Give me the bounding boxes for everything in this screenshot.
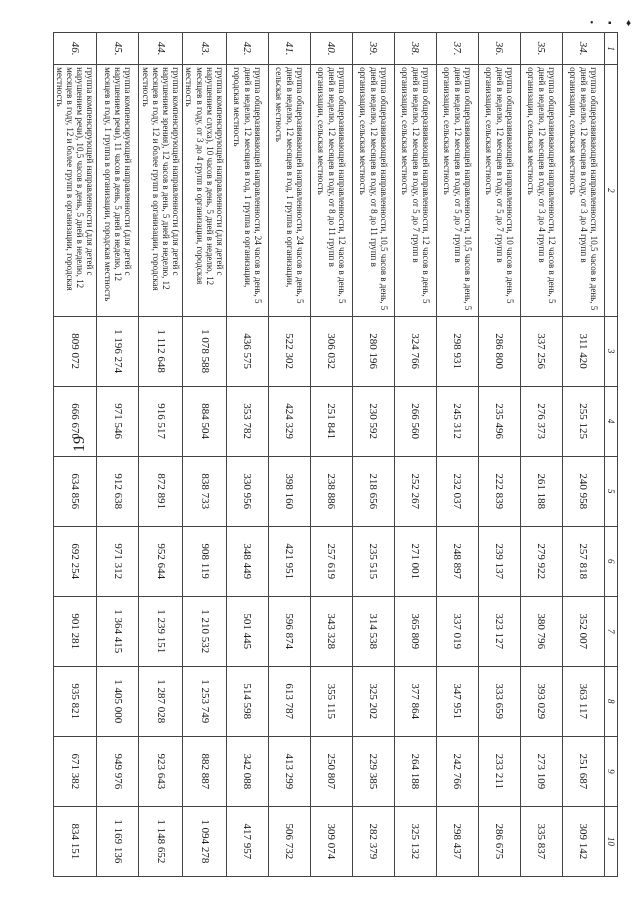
row-number-cell: 44. [139,33,183,65]
row-number-cell: 46. [53,33,97,65]
value-cell: 347 951 [437,666,479,736]
table-row [479,33,521,877]
group-description-cell: группа общеразвивающей направленности, 12 часов в день, 5 дней в неделю, 12 месяцев в году, от 3 до 4 групп в организации, сельская местность [521,65,563,316]
group-description-cell: группа общеразвивающей направленности, 24 часов в день, 5 дней в неделю, 12 месяцев в год, 1 группа в организации, городская местность [227,65,269,316]
value-cell: 309 142 [563,806,605,876]
value-cell: 251 687 [563,736,605,806]
value-cell: 238 886 [311,456,353,526]
value-cell: 257 619 [311,526,353,596]
value-cell: 323 127 [479,596,521,666]
table-row [269,33,311,877]
value-cell: 692 254 [53,526,97,596]
row-number-cell: 34. [563,33,605,65]
value-cell: 882 887 [183,736,227,806]
value-cell: 501 445 [227,596,269,666]
value-cell: 348 449 [227,526,269,596]
value-cell: 286 675 [479,806,521,876]
header-cell: 1 [605,33,618,65]
value-cell: 809 072 [53,316,97,386]
table-body [53,33,617,877]
value-cell: 240 958 [563,456,605,526]
table-row [139,33,183,877]
value-cell: 325 132 [395,806,437,876]
value-cell: 380 796 [521,596,563,666]
value-cell: 286 800 [479,316,521,386]
value-cell: 506 732 [269,806,311,876]
header-cell: 4 [605,386,618,456]
table-row [53,33,97,877]
value-cell: 1 287 028 [139,666,183,736]
value-cell: 239 137 [479,526,521,596]
value-cell: 311 420 [563,316,605,386]
value-cell: 232 037 [437,456,479,526]
value-cell: 333 659 [479,666,521,736]
value-cell: 596 874 [269,596,311,666]
group-description-cell: группа общеразвивающей направленности, 12 часов в день, 5 дней в неделю, 12 месяцев в году, от 5 до 7 групп в организации, сельская местность [395,65,437,316]
table-row [183,33,227,877]
value-cell: 398 160 [269,456,311,526]
value-cell: 251 841 [311,386,353,456]
value-cell: 872 891 [139,456,183,526]
value-cell: 1 239 151 [139,596,183,666]
value-cell: 417 957 [227,806,269,876]
value-cell: 352 007 [563,596,605,666]
value-cell: 222 839 [479,456,521,526]
value-cell: 337 256 [521,316,563,386]
row-number-cell: 40. [311,33,353,65]
value-cell: 273 109 [521,736,563,806]
value-cell: 1 196 274 [97,316,139,386]
value-cell: 218 656 [353,456,395,526]
value-cell: 266 560 [395,386,437,456]
table-header-row [605,33,618,877]
value-cell: 343 328 [311,596,353,666]
value-cell: 252 267 [395,456,437,526]
group-description-cell: группа общеразвивающей направленности, 10,5 часов в день, 5 дней в неделю, 12 месяцев в году, от 8 до 11 групп в организации, сельская местность [353,65,395,316]
header-cell: 2 [605,65,618,316]
value-cell: 912 638 [97,456,139,526]
value-cell: 671 382 [53,736,97,806]
value-cell: 282 379 [353,806,395,876]
value-cell: 309 074 [311,806,353,876]
group-description-cell: группа общеразвивающей направленности, 24 часов в день, 5 дней в неделю, 12 месяцев в год, 1 группа в организации, сельская местность [269,65,311,316]
table-row [227,33,269,877]
value-cell: 613 787 [269,666,311,736]
value-cell: 242 766 [437,736,479,806]
value-cell: 264 188 [395,736,437,806]
value-cell: 884 504 [183,386,227,456]
value-cell: 306 032 [311,316,353,386]
value-cell: 838 733 [183,456,227,526]
table-row [311,33,353,877]
value-cell: 271 001 [395,526,437,596]
value-cell: 1 405 000 [97,666,139,736]
value-cell: 1 094 278 [183,806,227,876]
value-cell: 971 312 [97,526,139,596]
value-cell: 971 546 [97,386,139,456]
tariff-table [53,32,618,877]
table-row [97,33,139,877]
value-cell: 276 373 [521,386,563,456]
value-cell: 229 385 [353,736,395,806]
group-description-cell: группа компенсирующей направленности (для детей с нарушением слуха), 10 часов в день, 5 дней в неделю, 12 месяцев в году, от 3 до 4 групп в организации, городская местность [183,65,227,316]
value-cell: 923 643 [139,736,183,806]
table-row [437,33,479,877]
value-cell: 377 864 [395,666,437,736]
value-cell: 949 976 [97,736,139,806]
table-row [563,33,605,877]
value-cell: 233 211 [479,736,521,806]
group-description-cell: группа общеразвивающей направленности, 12 часов в день, 5 дней в неделю, 12 месяцев в году, от 8 до 11 групп в организации, сельская местность [311,65,353,316]
page-number: 19 [71,436,88,452]
value-cell: 1 112 648 [139,316,183,386]
value-cell: 355 115 [311,666,353,736]
value-cell: 1 364 415 [97,596,139,666]
value-cell: 908 119 [183,526,227,596]
row-number-cell: 39. [353,33,395,65]
value-cell: 324 766 [395,316,437,386]
header-cell: 10 [605,806,618,876]
value-cell: 1 253 749 [183,666,227,736]
value-cell: 248 897 [437,526,479,596]
group-description-cell: группа компенсирующей направленности (для детей с нарушением речи), 10,5 часов в день, 5 дней в неделю, 12 месяцев в году, 12 и более групп в организации, городская местность [53,65,97,316]
group-description-cell: группа компенсирующей направленности (для детей с нарушением зрения), 12 часов в день, 5 дней в неделю, 12 месяцев в году, 12 и более групп в организации, городская местность [139,65,183,316]
value-cell: 834 151 [53,806,97,876]
value-cell: 413 299 [269,736,311,806]
table-row [353,33,395,877]
tariff-table-container [54,32,618,877]
value-cell: 393 029 [521,666,563,736]
value-cell: 255 125 [563,386,605,456]
value-cell: 337 019 [437,596,479,666]
row-number-cell: 41. [269,33,311,65]
row-number-cell: 37. [437,33,479,65]
header-cell: 6 [605,526,618,596]
row-number-cell: 45. [97,33,139,65]
value-cell: 230 592 [353,386,395,456]
value-cell: 235 496 [479,386,521,456]
value-cell: 1 210 532 [183,596,227,666]
group-description-cell: группа общеразвивающей направленности, 10,5 часов в день, 5 дней в неделю, 12 месяцев в году, от 5 до 7 групп в организации, сельская местность [437,65,479,316]
row-number-cell: 38. [395,33,437,65]
value-cell: 901 281 [53,596,97,666]
header-cell: 8 [605,666,618,736]
value-cell: 1 169 136 [97,806,139,876]
group-description-cell: группа общеразвивающей направленности, 10,5 часов в день, 5 дней в неделю, 12 месяцев в году, от 3 до 4 групп в организации, сельская местность [563,65,605,316]
value-cell: 330 956 [227,456,269,526]
row-number-cell: 42. [227,33,269,65]
row-number-cell: 36. [479,33,521,65]
value-cell: 245 312 [437,386,479,456]
value-cell: 353 782 [227,386,269,456]
group-description-cell: группа общеразвивающей направленности, 10 часов в день, 5 дней в неделю, 12 месяцев в году, от 5 до 7 групп в организации, сельская местность [479,65,521,316]
value-cell: 314 538 [353,596,395,666]
value-cell: 280 196 [353,316,395,386]
value-cell: 436 575 [227,316,269,386]
value-cell: 298 931 [437,316,479,386]
value-cell: 257 818 [563,526,605,596]
value-cell: 335 837 [521,806,563,876]
value-cell: 325 202 [353,666,395,736]
value-cell: 363 117 [563,666,605,736]
value-cell: 514 598 [227,666,269,736]
value-cell: 261 188 [521,456,563,526]
value-cell: 634 856 [53,456,97,526]
row-number-cell: 35. [521,33,563,65]
header-cell: 9 [605,736,618,806]
value-cell: 935 821 [53,666,97,736]
value-cell: 916 517 [139,386,183,456]
value-cell: 342 088 [227,736,269,806]
value-cell: 952 644 [139,526,183,596]
value-cell: 424 329 [269,386,311,456]
value-cell: 421 951 [269,526,311,596]
row-number-cell: 43. [183,33,227,65]
value-cell: 1 148 652 [139,806,183,876]
scan-marks: • ▪ ♦ [590,18,638,29]
value-cell: 235 515 [353,526,395,596]
group-description-cell: группа компенсирующей направленности (для детей с нарушением речи), 11 часов в день, 5 дней в неделю, 12 месяцев в году, 1 группа в организации, городская местность [97,65,139,316]
header-cell: 7 [605,596,618,666]
header-cell: 3 [605,316,618,386]
value-cell: 522 302 [269,316,311,386]
header-cell: 5 [605,456,618,526]
value-cell: 666 670 [53,386,97,456]
value-cell: 365 809 [395,596,437,666]
value-cell: 250 807 [311,736,353,806]
table-row [395,33,437,877]
value-cell: 1 078 588 [183,316,227,386]
table-row [521,33,563,877]
value-cell: 279 922 [521,526,563,596]
value-cell: 298 437 [437,806,479,876]
